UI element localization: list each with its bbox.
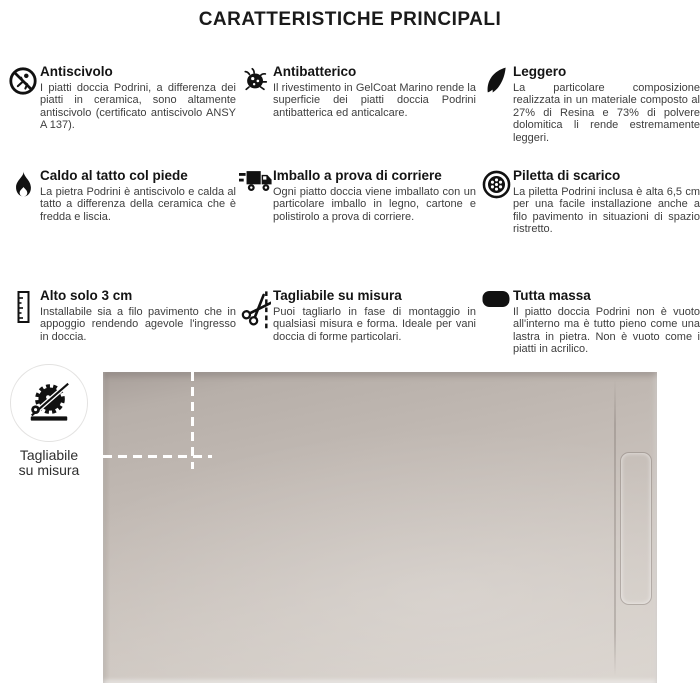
drain-icon — [479, 168, 513, 199]
feature-title: Piletta di scarico — [513, 168, 621, 183]
feature-body: Ogni piatto doccia viene imballato con un particolare imballo in legno, cartone e polistirolo a prova di corriere. — [273, 186, 476, 223]
feature-title: Antibatterico — [273, 64, 357, 79]
feature-body: Il rivestimento in GelCoat Marino rende la superficie dei piatti doccia Podrini antibatterica ed anticalcare. — [273, 82, 476, 119]
feature-title: Caldo al tatto col piede — [40, 168, 188, 183]
ruler-icon — [6, 288, 40, 324]
feature-tutta-massa — [479, 288, 700, 356]
feature-antibatterico — [239, 64, 476, 168]
feather-icon — [479, 64, 513, 94]
feature-tagliabile — [239, 288, 476, 356]
feature-body: Installabile sia a filo pavimento che in appoggio rendendo agevole l'ingresso in doccia. — [40, 306, 236, 343]
feature-body: Puoi tagliarlo in fase di montaggio in qualsiasi misura e forma. Ideale per vani doccia di forme particolari. — [273, 306, 476, 343]
cut-to-size-badge — [10, 364, 88, 442]
feature-imballo — [239, 168, 476, 288]
feature-title: Imballo a prova di corriere — [273, 168, 442, 183]
flame-icon — [6, 168, 40, 198]
feature-title: Leggero — [513, 64, 567, 79]
feature-alto-3cm — [6, 288, 236, 356]
feature-body: La particolare composizione realizzata in un materiale composto al 27% di Resina e 73% di polvere dolomitica li rende estremamente leggeri. — [513, 82, 700, 144]
feature-body: La piletta Podrini inclusa è alta 6,5 cm per una facile installazione anche a filo pavimento in situazioni di spazio ristretto. — [513, 186, 700, 236]
drain-cover — [620, 452, 652, 605]
feature-caldo-al-tatto — [6, 168, 236, 288]
cut-to-size-badge-label: Tagliabile su misura — [18, 447, 80, 478]
feature-title: Tutta massa — [513, 288, 591, 303]
feature-title: Alto solo 3 cm — [40, 288, 133, 303]
feature-body: I piatti doccia Podrini, a differenza dei piatti in ceramica, sono altamente antiscivolo (certificato antiscivolo ANSY A 137). — [40, 82, 236, 132]
scissors-icon — [239, 288, 273, 332]
no-slip-icon — [6, 64, 40, 96]
feature-body: La pietra Podrini è antiscivolo e calda al tatto a differenza della ceramica che è fredda e liscia. — [40, 186, 236, 223]
feature-piletta — [479, 168, 700, 288]
delivery-truck-icon — [239, 168, 273, 193]
shower-tray-image — [103, 372, 657, 683]
feature-title: Tagliabile su misura — [273, 288, 402, 303]
circular-saw-icon — [25, 377, 73, 430]
feature-antiscivolo — [6, 64, 236, 168]
feature-leggero — [479, 64, 700, 168]
feature-title: Antiscivolo — [40, 64, 113, 79]
features-grid — [6, 64, 700, 356]
feature-body: Il piatto doccia Podrini non è vuoto all'interno ma è tutto pieno come una lastra in pietra. Non è vuoto come i piatti in acrilico. — [513, 306, 700, 356]
bacteria-icon — [239, 64, 273, 94]
slab-icon — [479, 288, 513, 308]
page-title: CARATTERISTICHE PRINCIPALI — [198, 9, 502, 30]
product-photo — [100, 370, 662, 686]
cut-line-horizontal — [103, 455, 212, 458]
tray-slope-line — [614, 380, 616, 676]
